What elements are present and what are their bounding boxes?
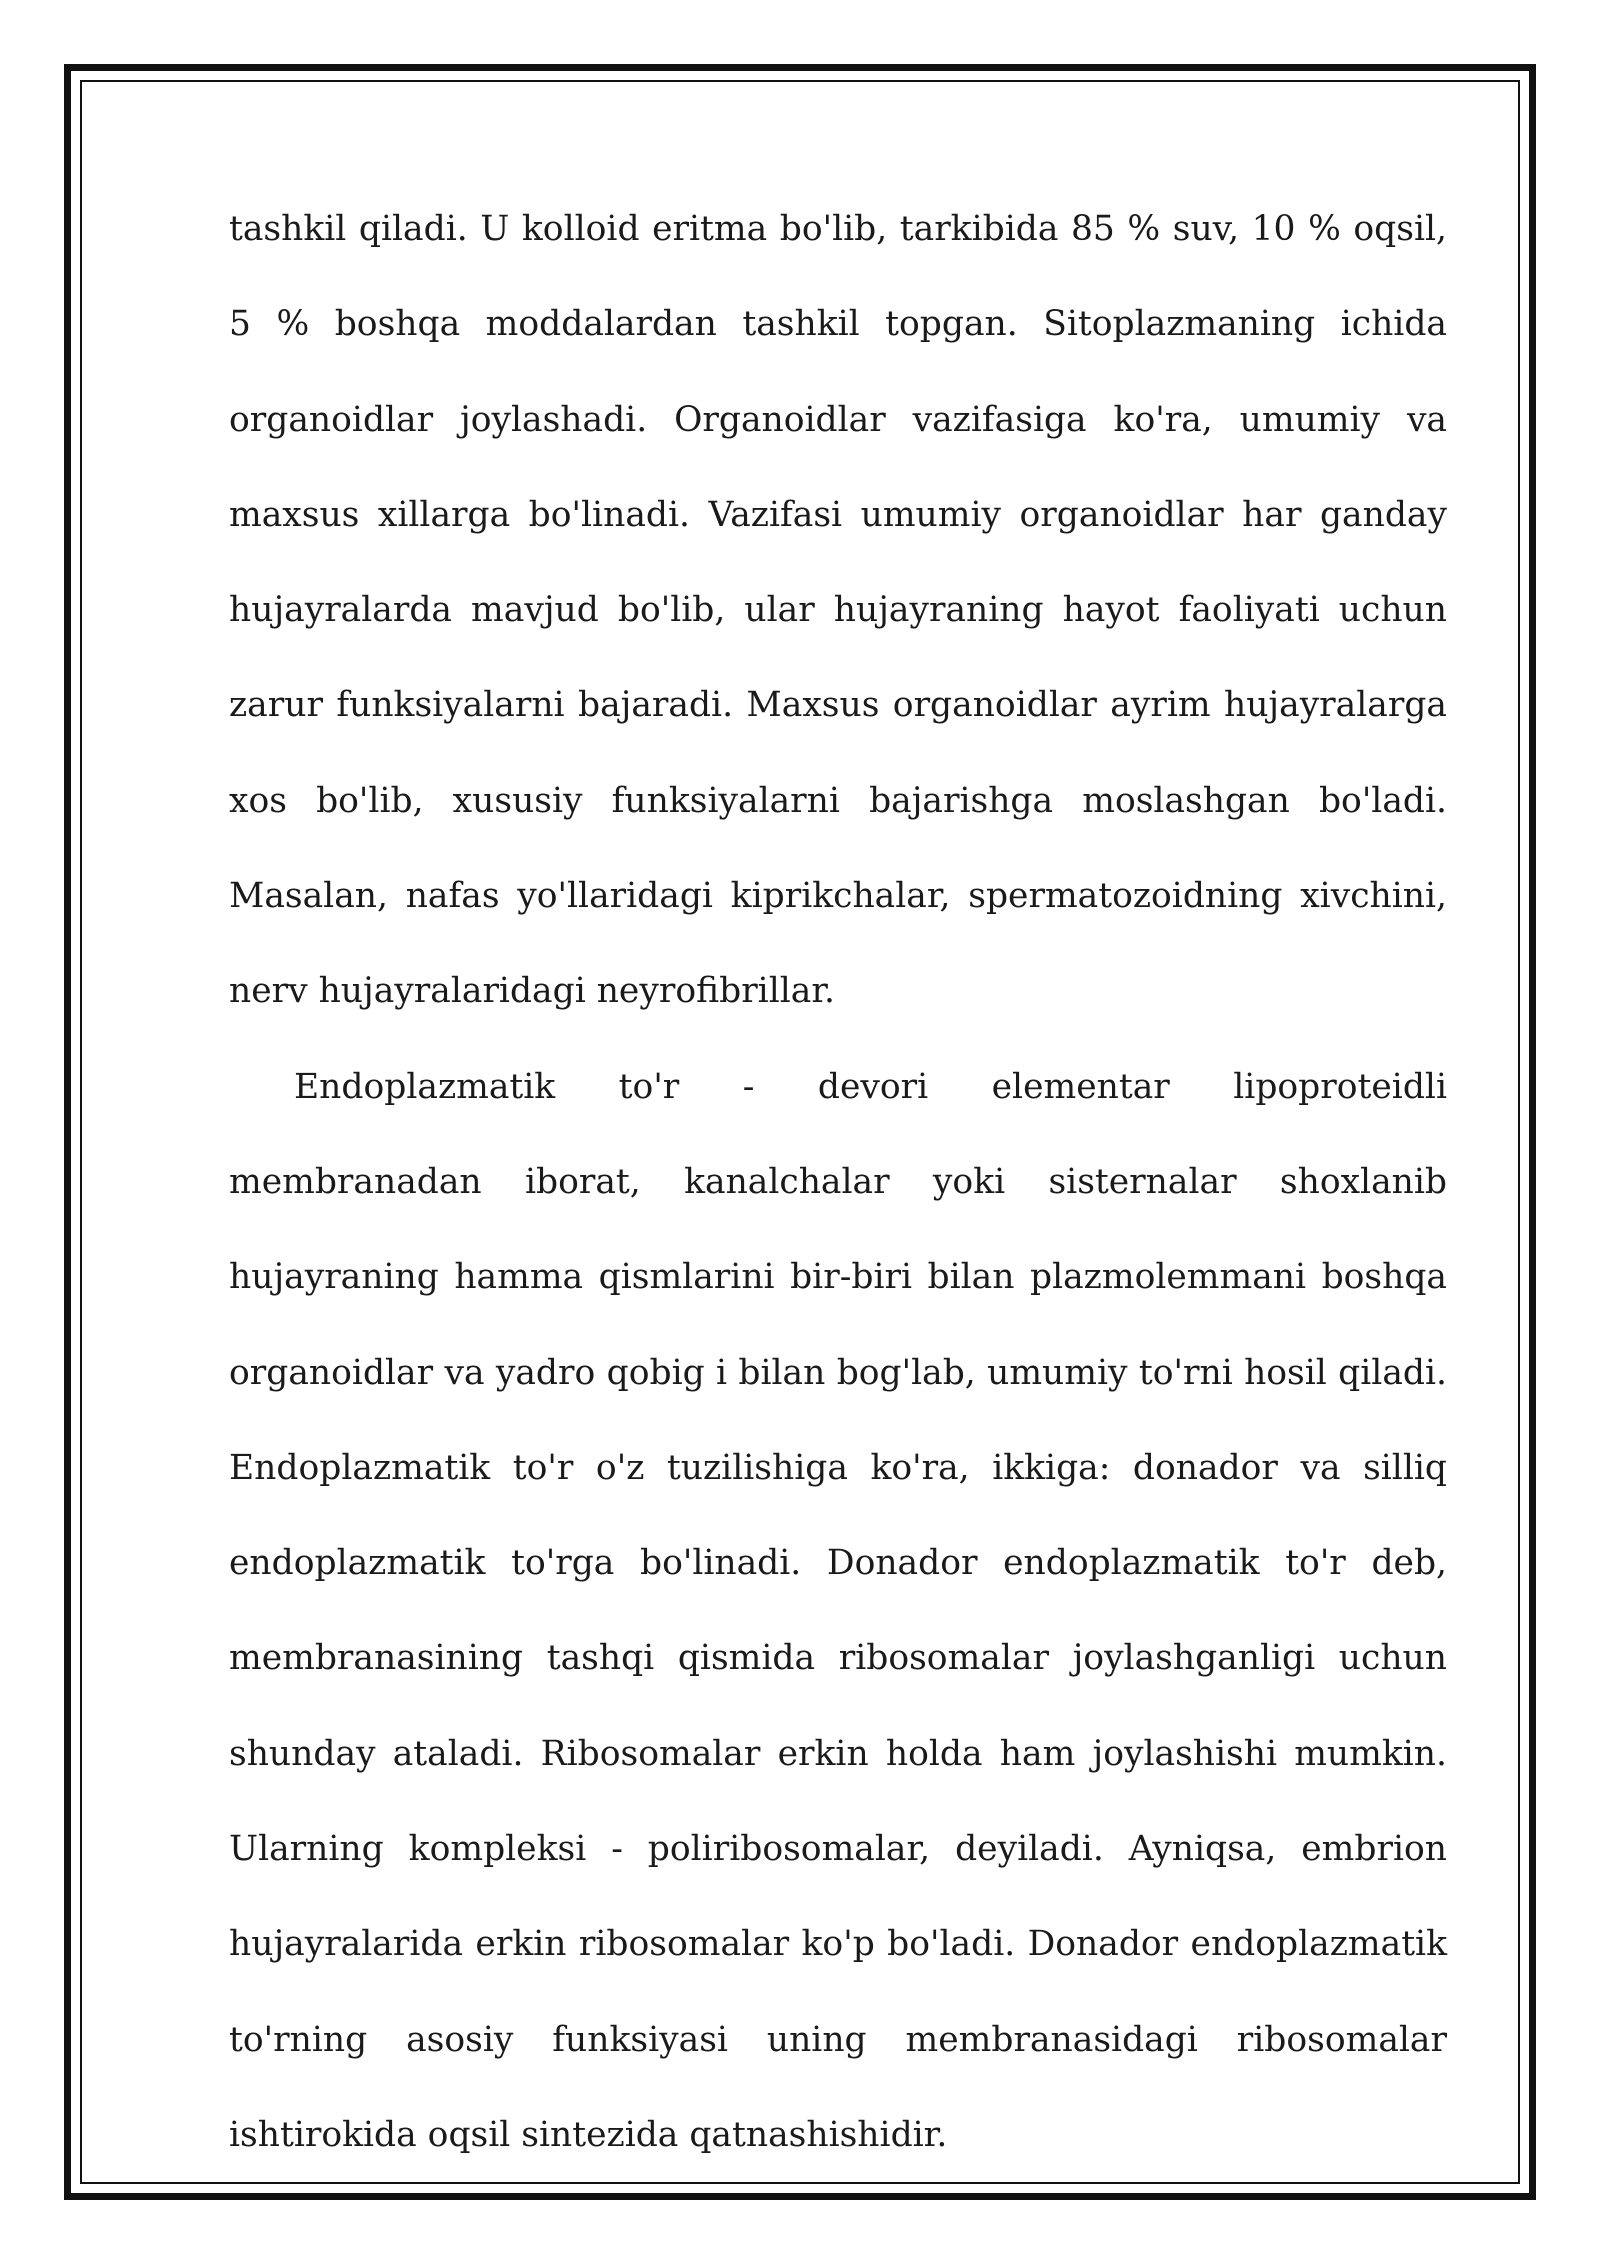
paragraph-cytoplasm-organoids: tashkil qiladi. U kolloid eritma bo'lib, tarkibida 85 % suv, 10 % oqsil, 5 % boshqa moddalardan tashkil topgan. Sitoplazmaning ichida organoidlar joylashadi. Organoidlar vazifasiga ko'ra, umumiy va maxsus xillarga bo'linadi. Vazifasi umumiy organoidlar har ganday hujayralarda mavjud bo'lib, ular hujayraning hayot faoliyati uchun zarur funksiyalarni bajaradi. Maxsus organoidlar ayrim hujayralarga xos bo'lib, xususiy funksiyalarni bajarishga moslashgan bo'ladi. Masalan, nafas yo'llaridagi kiprikchalar, spermatozoidning xivchini, nerv hujayralaridagi neyrofibrillar.	[229, 209, 1447, 1012]
paragraph-endoplasmic-reticulum: Endoplazmatik to'r - devori elementar lipoproteidli membranadan iborat, kanalchalar yoki sisternalar shoxlanib hujayraning hamma qismlarini bir-biri bilan plazmolemmani boshqa organoidlar va yadro qobig i bilan bog'lab, umumiy to'rni hosil qiladi. Endoplazmatik to'r o'z tuzilishiga ko'ra, ikkiga: donador va silliq endoplazmatik to'rga bo'linadi. Donador endoplazmatik to'r deb, membranasining tashqi qismida ribosomalar joylashganligi uchun shunday ataladi. Ribosomalar erkin holda ham joylashishi mumkin. Ularning kompleksi - poliribosomalar, deyiladi. Ayniqsa, embrion hujayralarida erkin ribosomalar ko'p bo'ladi. Donador endoplazmatik to'rning asosiy funksiyasi uning membranasidagi ribosomalar ishtirokida oqsil sintezida qatnashishidir.	[229, 1066, 1447, 2155]
document-body	[229, 182, 1447, 2183]
